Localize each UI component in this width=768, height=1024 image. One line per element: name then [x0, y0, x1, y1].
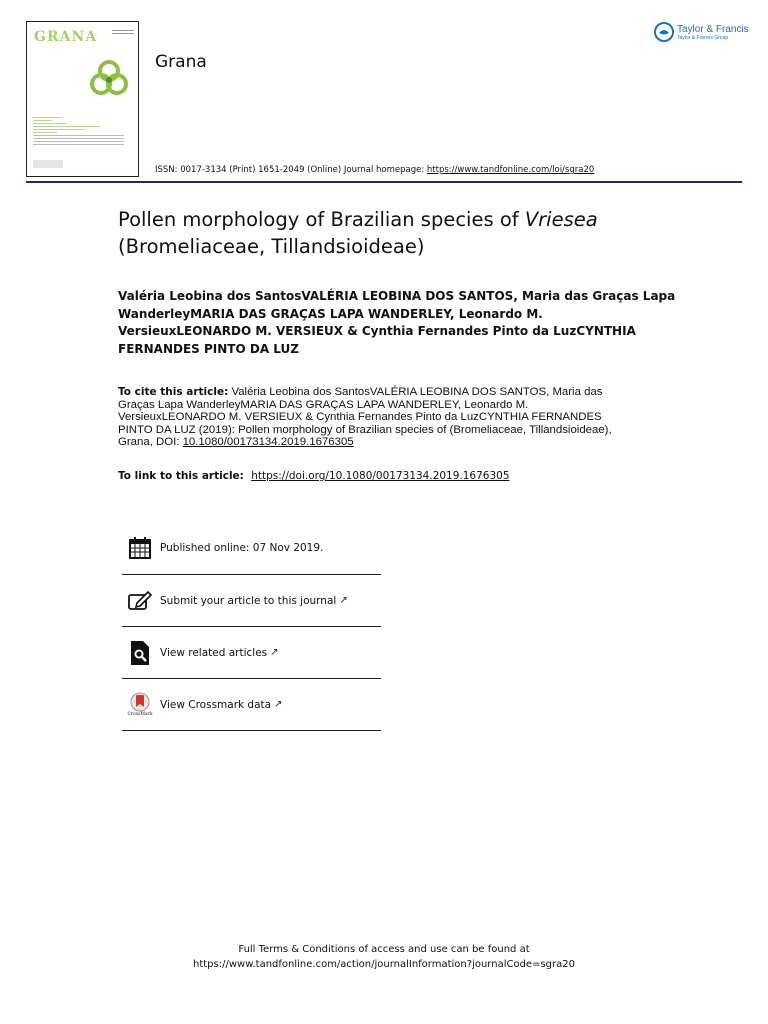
crossmark-icon — [126, 691, 154, 719]
title-text-end: (Bromeliaceae, Tillandsioideae) — [118, 235, 425, 258]
external-link-icon: ↗︎ — [270, 647, 279, 658]
search-document-icon — [126, 639, 154, 667]
actions-divider — [122, 730, 381, 731]
article-link-label: To link to this article: — [118, 470, 244, 482]
journal-homepage-link[interactable]: https://www.tandfonline.com/loi/sgra20 — [426, 165, 595, 175]
publisher-logo[interactable] — [654, 22, 749, 42]
footer-terms-link[interactable]: https://www.tandfonline.com/action/journalInformation?journalCode=sgra20 — [193, 959, 575, 970]
published-online — [122, 522, 381, 574]
cover-publisher-mark — [33, 160, 63, 168]
publisher-logo-icon — [654, 22, 674, 42]
journal-cover — [26, 21, 139, 177]
publisher-group: Taylor & Francis Group — [677, 34, 729, 41]
footer-terms — [0, 942, 768, 972]
article-authors: Valéria Leobina dos SantosVALÉRIA LEOBINA DOS SANTOS, Maria das Graças Lapa WanderleyMARIA DAS GRAÇAS LAPA WANDERLEY, Leonardo M. VersieuxLEONARDO M. VERSIEUX & Cynthia Fernandes Pinto da LuzCYNTHIA FERNANDES PINTO DA LUZ — [118, 289, 676, 356]
crossmark-caption: CrossMark — [127, 712, 153, 717]
publisher-name: Taylor & Francis — [677, 23, 749, 35]
related-articles-label: View related articles — [160, 646, 268, 659]
crossmark-label: View Crossmark data — [160, 698, 272, 711]
related-articles-link[interactable] — [122, 626, 381, 678]
article-title — [118, 206, 718, 260]
external-link-icon: ↗︎ — [274, 699, 283, 710]
submit-article-link[interactable] — [122, 574, 381, 626]
article-actions — [122, 522, 381, 731]
cover-emblem-icon — [89, 58, 129, 98]
header-divider — [26, 181, 742, 183]
journal-name: Grana — [155, 52, 207, 72]
cover-contents-lines — [33, 117, 129, 147]
calendar-icon — [126, 534, 154, 562]
cover-logo: GRANA — [34, 29, 98, 45]
citation-doi-link[interactable]: 10.1080/00173134.2019.1676305 — [182, 436, 354, 449]
published-online-label: Published online: 07 Nov 2019. — [160, 542, 324, 554]
crossmark-link[interactable] — [122, 678, 381, 730]
issn-line — [155, 165, 594, 175]
citation-label: To cite this article: — [118, 386, 229, 398]
footer-line-1: Full Terms & Conditions of access and use can be found at — [238, 944, 530, 955]
title-text: Pollen morphology of Brazilian species of — [118, 208, 525, 231]
edit-icon — [126, 587, 154, 615]
article-link-line — [118, 470, 510, 482]
issn-text: ISSN: 0017-3134 (Print) 1651-2049 (Online) Journal homepage: — [155, 165, 425, 175]
cover-volume-lines — [112, 30, 134, 40]
citation-block — [118, 386, 638, 449]
article-doi-url[interactable]: https://doi.org/10.1080/00173134.2019.1676305 — [251, 470, 510, 482]
title-genus: Vriesea — [524, 208, 598, 231]
citation-text: Valéria Leobina dos SantosVALÉRIA LEOBINA DOS SANTOS, Maria das Graças Lapa WanderleyMARIA DAS GRAÇAS LAPA WANDERLEY, Leonardo M. VersieuxLEONARDO M. VERSIEUX & Cynthia Fernandes Pinto da LuzCYNTHIA FERNANDES PINTO DA LUZ (2019): Pollen morphology of Brazilian species of (Bromeliaceae, Tillandsioideae), Grana, DOI: — [118, 386, 612, 449]
submit-article-label: Submit your article to this journal — [160, 594, 337, 607]
external-link-icon: ↗︎ — [339, 595, 348, 606]
